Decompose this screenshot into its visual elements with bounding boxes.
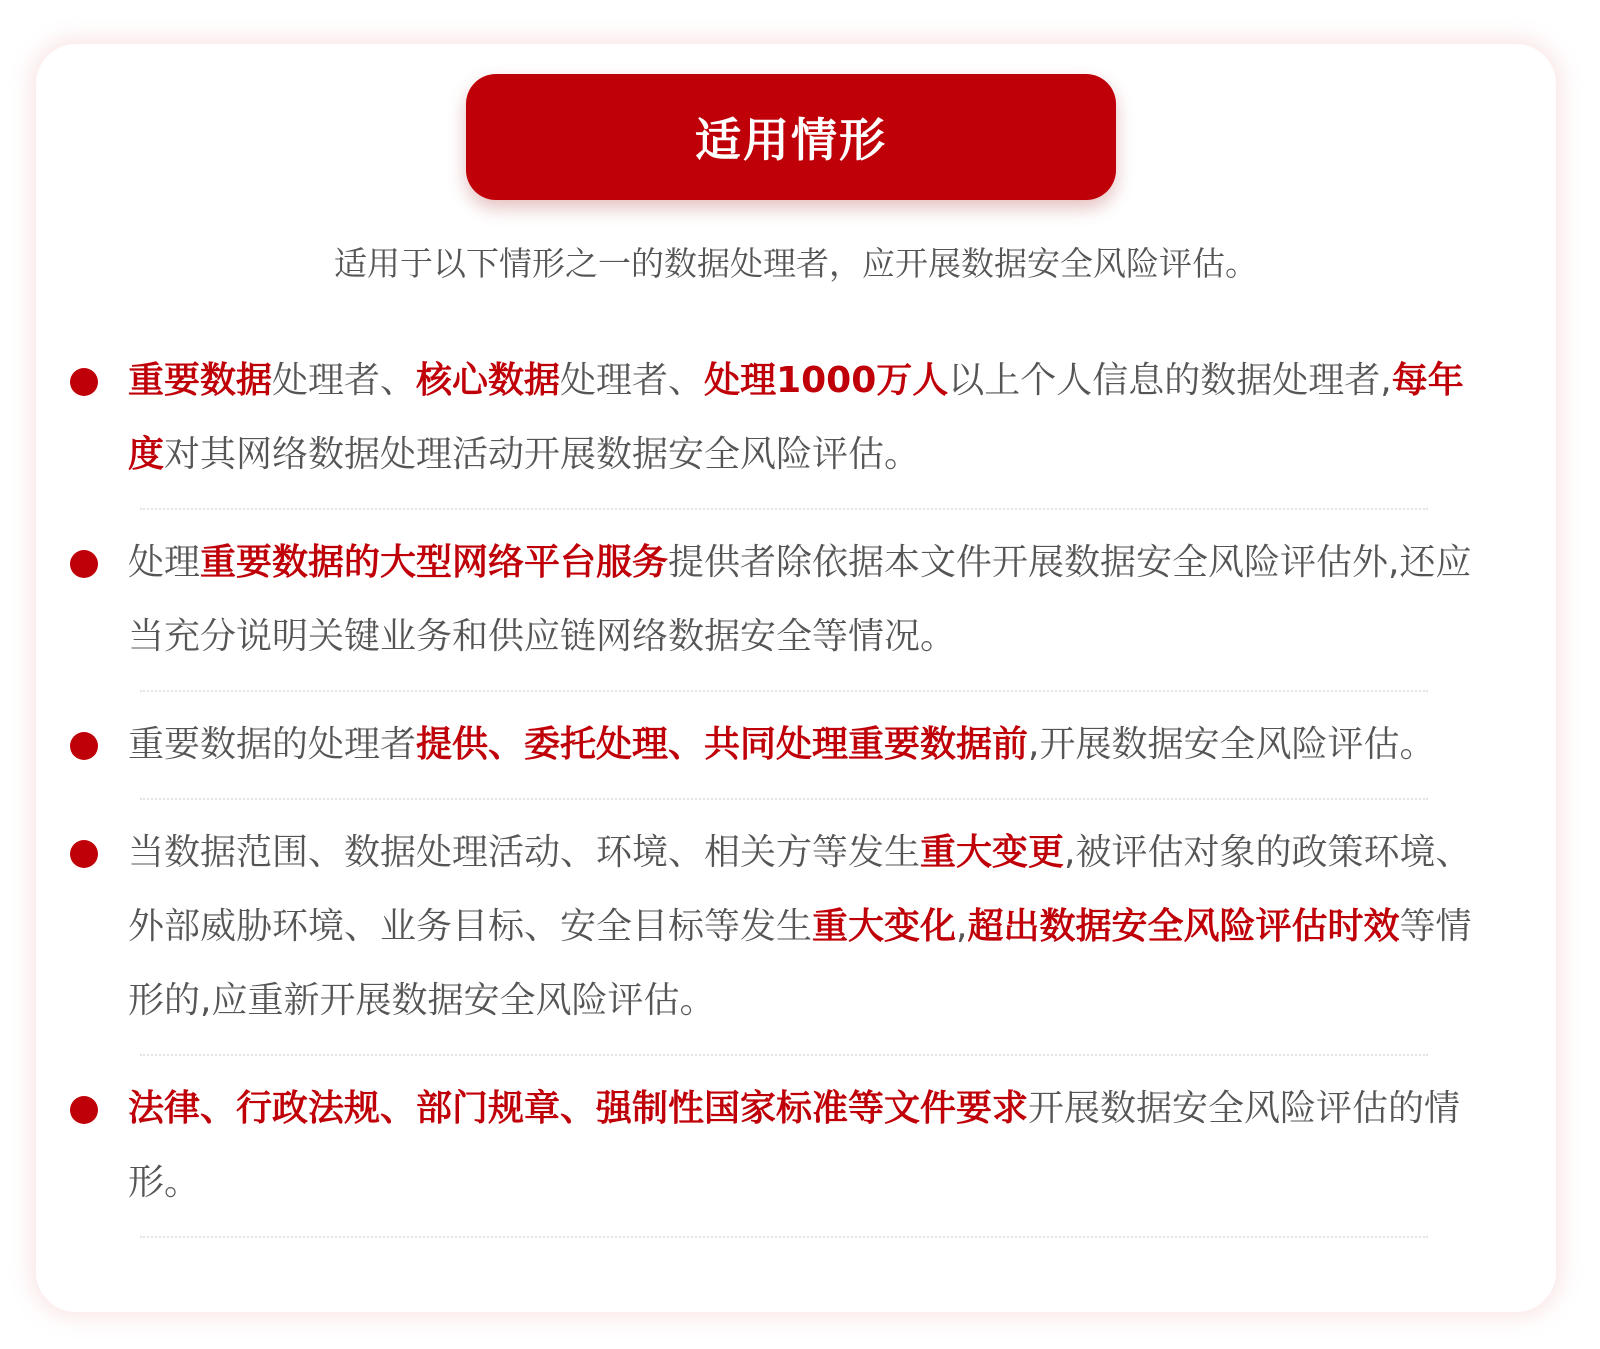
list-item-text (128, 816, 1496, 1038)
list-item-text (128, 708, 1496, 782)
highlighted-phrase: 核心数据 (416, 360, 561, 401)
highlighted-phrase: 每年度 (128, 360, 1464, 475)
text-segment: 等情形的,应重新开展数据安全风险评估。 (128, 906, 1472, 1021)
text-segment: 对其网络数据处理活动开展数据安全风险评估。 (164, 434, 921, 475)
text-segment: 以上个人信息的数据处理者, (948, 360, 1392, 401)
bullet-dot-icon (70, 1096, 98, 1124)
text-segment: ,开展数据安全风险评估。 (1028, 724, 1436, 765)
list-item-text (128, 526, 1496, 674)
page-title: 适用情形 (695, 113, 887, 167)
content-card (36, 44, 1556, 1312)
highlighted-phrase: 重要数据的大型网络平台服务 (200, 542, 669, 583)
highlighted-phrase: 重大变化 (812, 906, 957, 947)
text-segment: 开展数据安全风险评估的情形。 (128, 1088, 1461, 1203)
list-item (36, 816, 1556, 1056)
highlighted-phrase: 处理1000万人 (704, 360, 949, 401)
text-segment: 重要数据的处理者 (128, 724, 417, 765)
list-item (36, 1072, 1556, 1238)
text-segment: 处理者、 (272, 360, 417, 401)
highlighted-phrase: 提供、委托处理、共同处理重要数据前 (416, 724, 1029, 765)
highlighted-phrase: 超出数据安全风险评估时效 (967, 906, 1400, 947)
highlighted-phrase: 重要数据 (128, 360, 273, 401)
criteria-list (36, 344, 1556, 1254)
bullet-dot-icon (70, 732, 98, 760)
list-item-text (128, 344, 1496, 492)
bullet-dot-icon (70, 550, 98, 578)
text-segment: 处理者、 (560, 360, 705, 401)
text-segment: , (956, 906, 968, 947)
list-item (36, 526, 1556, 692)
title-banner (466, 74, 1116, 200)
text-segment: 提供者除依据本文件开展数据安全风险评估外,还应当充分说明关键业务和供应链网络数据安全等情况。 (128, 542, 1472, 657)
highlighted-phrase: 重大变更 (920, 832, 1065, 873)
list-item-text (128, 1072, 1496, 1220)
highlighted-phrase: 法律、行政法规、部门规章、强制性国家标准等文件要求 (128, 1088, 1029, 1129)
list-item (36, 344, 1556, 510)
list-item (36, 708, 1556, 800)
text-segment: 处理 (128, 542, 201, 583)
bullet-dot-icon (70, 840, 98, 868)
bullet-dot-icon (70, 368, 98, 396)
text-segment: 当数据范围、数据处理活动、环境、相关方等发生 (128, 832, 921, 873)
text-segment: ,被评估对象的政策环境、外部威胁环境、业务目标、安全目标等发生 (128, 832, 1472, 947)
intro-text: 适用于以下情形之一的数据处理者，应开展数据安全风险评估。 (334, 244, 1258, 283)
